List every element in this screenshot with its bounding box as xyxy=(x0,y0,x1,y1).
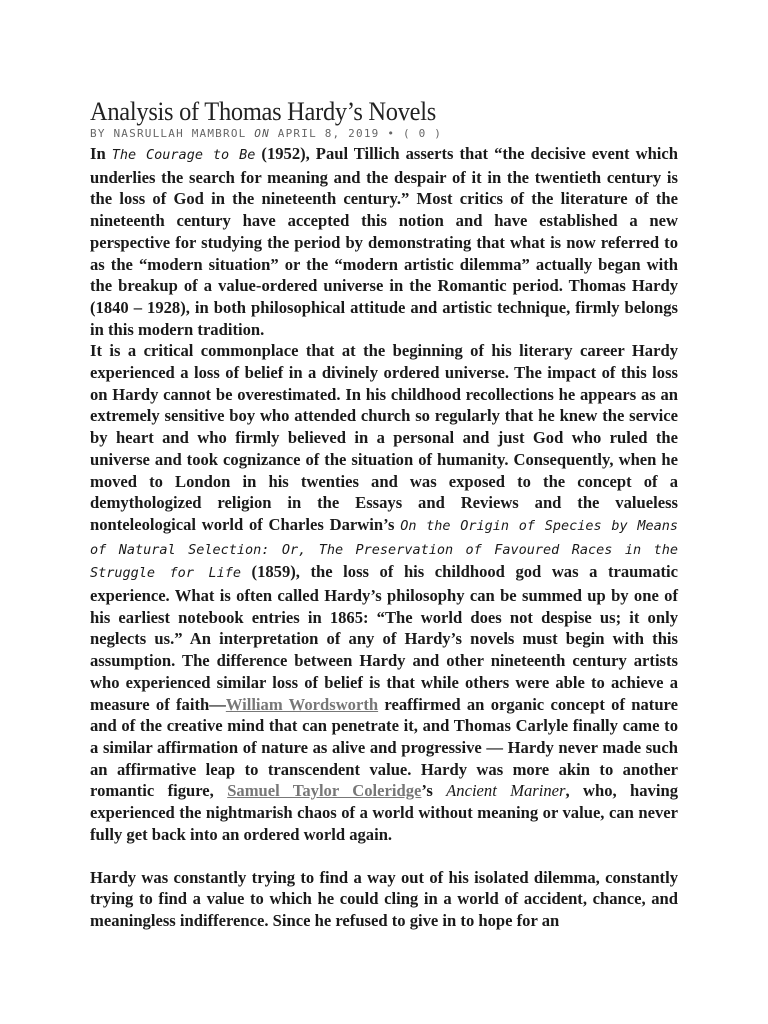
publish-date: APRIL 8, 2019 xyxy=(277,127,380,140)
text-run: ’s xyxy=(421,781,447,801)
book-title-origin: On the Origin of Species by Means of Natural Selection: Or, The Preservation of Favoured Races in the Struggle for Life xyxy=(90,517,678,582)
byline xyxy=(90,127,678,141)
article-title: Analysis of Thomas Hardy’s Novels xyxy=(90,97,436,126)
comments-count[interactable]: ( 0 ) xyxy=(402,127,443,140)
poem-title-ancient-mariner: Ancient Mariner xyxy=(446,781,566,801)
paragraph-2 xyxy=(90,340,678,845)
text-run: , who, having experienced the nightmarish chaos of a world without meaning or value, can never fully get back into an ordered world again. xyxy=(90,781,678,844)
text-run: reaffirmed an organic concept of nature and of the creative mind that can penetrate it, and Thomas Carlyle finally came to a similar affirmation of nature as alive and progressive — Hardy never made such an affirmative leap to transcendent value. Hardy was more akin to another romantic figure, xyxy=(90,694,678,801)
byline-on: ON xyxy=(254,127,270,140)
author-link[interactable]: NASRULLAH MAMBROL xyxy=(113,127,247,140)
article-body xyxy=(90,143,678,932)
byline-by: BY xyxy=(90,127,106,140)
text-run: It is a critical commonplace that at the beginning of his literary career Hardy experienced a loss of belief in a divinely ordered universe. The impact of this loss on Hardy cannot be overestimated. In his childhood recollections he appears as an extremely sensitive boy who attended church so regularly that he knew the service by heart and who firmly believed in a personal and just God who ruled the universe and took cognizance of the situation of humanity. Consequently, when he moved to London in his twenties and was exposed to the concept of a demythologized religion in the Essays and Reviews and the valueless nonteleological world of Charles Darwin’s xyxy=(90,341,678,534)
paragraph-1 xyxy=(90,143,678,340)
book-title-courage: The Courage to Be xyxy=(111,147,256,163)
byline-separator: • xyxy=(387,127,396,140)
text-run: In xyxy=(90,144,112,163)
paragraph-3 xyxy=(90,867,678,932)
text-run: Hardy was constantly trying to find a way out of his isolated dilemma, constantly trying to find a value to which he could cling in a world of accident, chance, and meaningless indifference. Since he refused to give in to hope for an xyxy=(90,867,678,930)
link-william-wordsworth[interactable]: William Wordsworth xyxy=(225,694,379,714)
text-run: (1859), the loss of his childhood god was a traumatic experience. What is often called Hardy’s philosophy can be summed up by one of his earliest notebook entries in 1865: “The world does not despise us; it only neglects us.” An interpretation of any of Hardy’s novels must begin with this assumption. The difference between Hardy and other nineteenth century artists who experienced similar loss of belief is that while others were able to achieve a measure of faith— xyxy=(90,562,679,714)
link-samuel-taylor-coleridge[interactable]: Samuel Taylor Coleridge xyxy=(227,781,422,801)
text-run: (1952), Paul Tillich asserts that “the decisive event which underlies the search for meaning and the despair of it in the twentieth century is the loss of God in the nineteenth century.” Most critics of the literature of the nineteenth century have accepted this notion and have established a new perspective for studying the period by demonstrating that what is now referred to as the “modern situation” or the “modern artistic dilemma” actually began with the breakup of a value-ordered universe in the Romantic period. Thomas Hardy (1840 – 1928), in both philosophical attitude and artistic technique, firmly belongs in this modern tradition. xyxy=(90,144,678,339)
